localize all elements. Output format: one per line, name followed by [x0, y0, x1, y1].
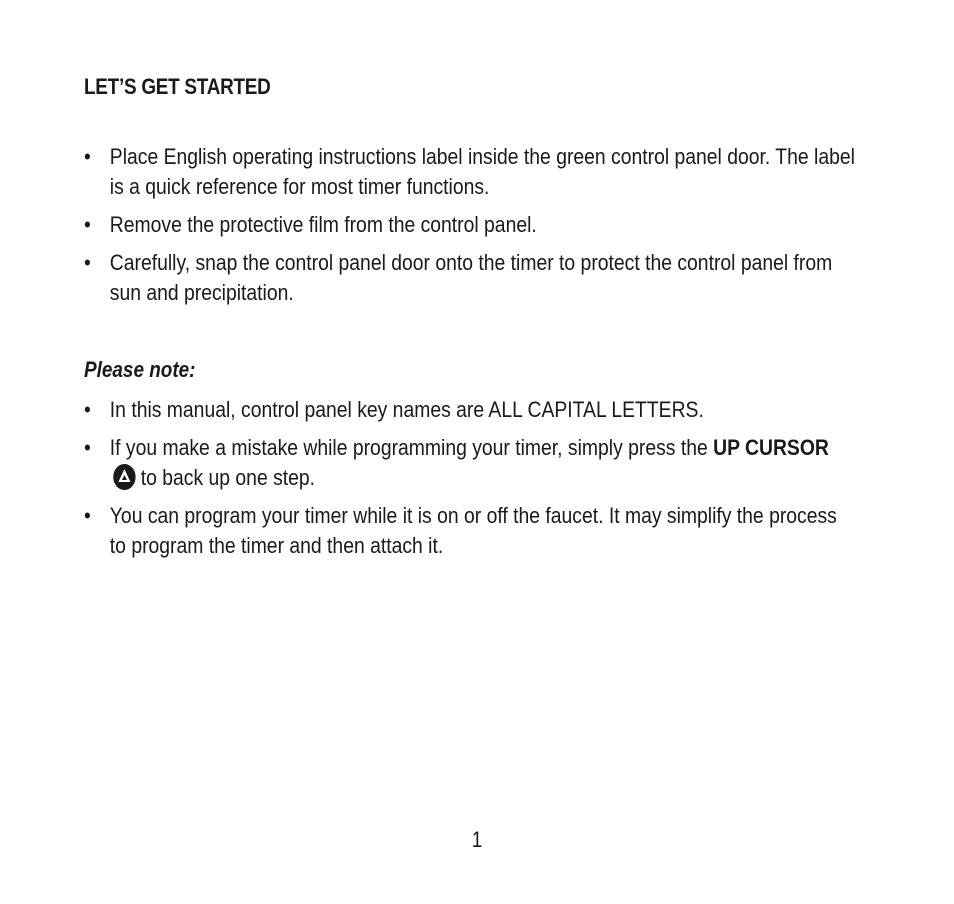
note-text-after-key: to back up one step.: [140, 465, 316, 490]
list-item: [84, 433, 858, 493]
note-heading: Please note:: [84, 357, 196, 382]
list-item-text: Remove the protective film from the control panel.: [109, 212, 537, 237]
bullet-marker: •: [84, 435, 91, 460]
section-heading: LET’S GET STARTED: [84, 74, 271, 99]
up-cursor-key-name: UP CURSOR: [713, 435, 829, 460]
bullet-marker: •: [84, 250, 91, 275]
list-item: [84, 248, 858, 308]
list-item: [84, 501, 858, 561]
list-item-text: In this manual, control panel key names are ALL CAPITAL LETTERS.: [109, 397, 704, 422]
list-item: [84, 395, 858, 425]
list-item: [84, 210, 858, 240]
list-item-text: [84, 433, 858, 493]
list-item-text: You can program your timer while it is on or off the faucet. It may simplify the process to program the timer and then attach it.: [109, 503, 837, 558]
getting-started-list: [84, 142, 954, 308]
page-number: 1: [471, 827, 483, 852]
list-item: [84, 142, 858, 202]
note-list: [84, 395, 954, 561]
list-item-text: Place English operating instructions label inside the green control panel door. The label is a quick reference for most timer functions.: [109, 144, 855, 199]
bullet-marker: •: [84, 503, 91, 528]
bullet-marker: •: [84, 212, 91, 237]
list-item-text: Carefully, snap the control panel door onto the timer to protect the control panel from sun and precipitation.: [109, 250, 833, 305]
bullet-marker: •: [84, 397, 91, 422]
up-arrow-circle-icon: [113, 464, 135, 490]
bullet-marker: •: [84, 144, 91, 169]
note-text-before-key: If you make a mistake while programming your timer, simply press the: [109, 435, 714, 460]
